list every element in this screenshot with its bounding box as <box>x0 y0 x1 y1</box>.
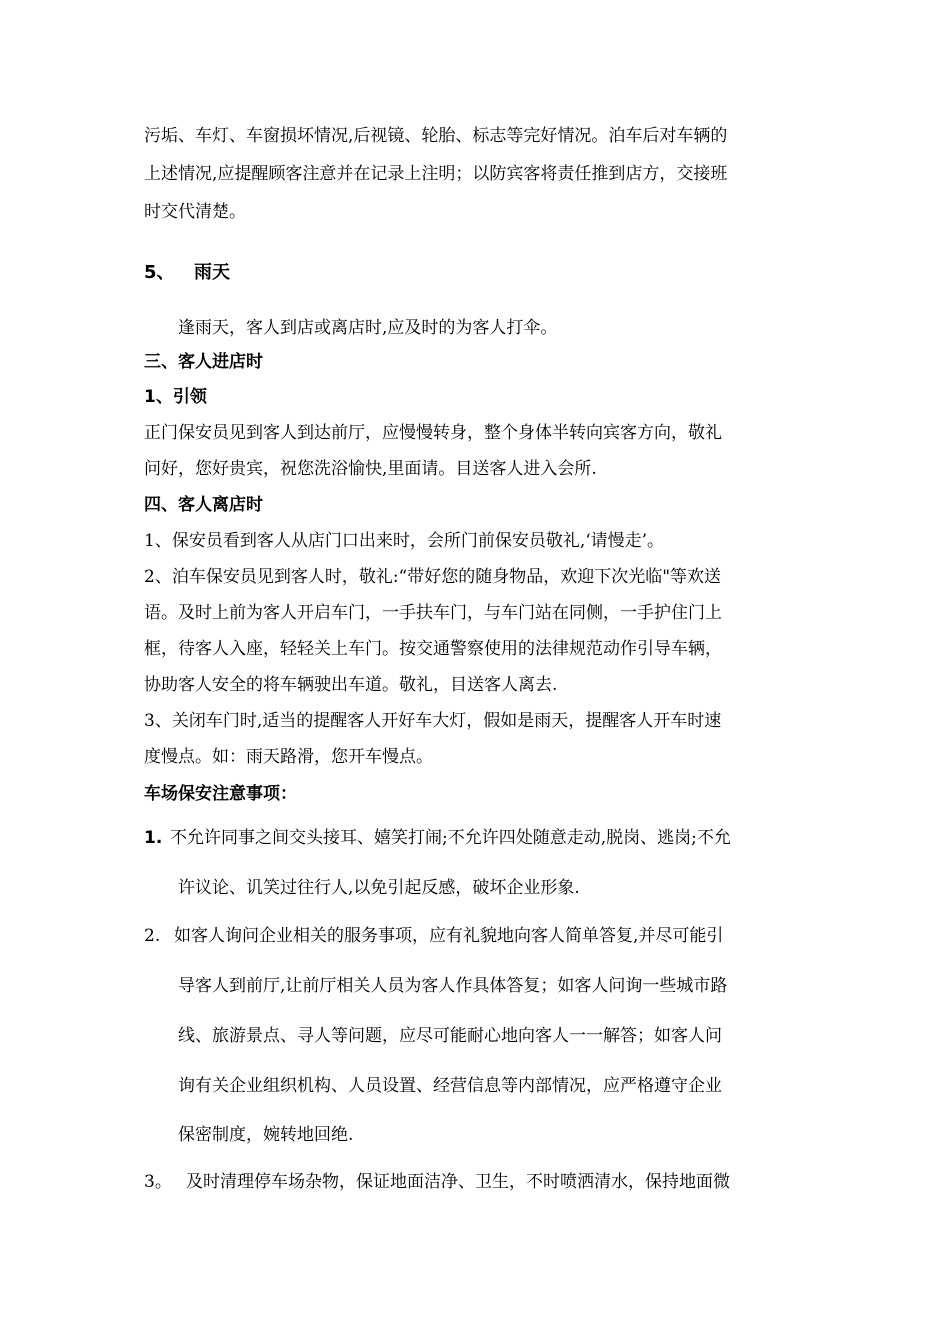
notes-item-1-line-2: 许议论、讥笑过往行人,以免引起反感，破坏企业形象. <box>178 878 580 898</box>
notes-item-2-line-4: 询有关企业组织机构、人员设置、经营信息等内部情况，应严格遵守企业 <box>178 1076 722 1096</box>
section-4-line-2: 2、泊车保安员见到客人时，敬礼:“带好您的随身物品，欢迎下次光临"等欢送 <box>144 567 722 587</box>
section-4-line-6: 3、关闭车门时,适当的提醒客人开好车大灯，假如是雨天，提醒客人开车时速 <box>144 711 722 731</box>
section-5-title: 雨天 <box>194 262 230 283</box>
section-4-line-4: 框，待客人入座，轻轻关上车门。按交通警察使用的法律规范动作引导车辆， <box>144 639 722 659</box>
section-4-line-1: 1、保安员看到客人从店门口出来时，会所门前保安员敬礼,‘请慢走’。 <box>144 531 665 551</box>
intro-line-1: 污垢、车灯、车窗损坏情况,后视镜、轮胎、标志等完好情况。泊车后对车辆的 <box>144 126 728 146</box>
section-3-title: 三、客人进店时 <box>144 352 263 372</box>
notes-item-2-line-3: 线、旅游景点、寻人等问题，应尽可能耐心地向客人一一解答；如客人问 <box>178 1026 722 1046</box>
notes-item-1-number: 1. <box>144 828 163 848</box>
section-3-line-2: 问好，您好贵宾，祝您洗浴愉快,里面请。目送客人进入会所. <box>144 459 597 479</box>
intro-line-2: 上述情况,应提醒顾客注意并在记录上注明；以防宾客将责任推到店方，交接班 <box>144 164 728 184</box>
notes-title: 车场保安注意事项： <box>144 784 297 804</box>
notes-item-2-line-5: 保密制度，婉转地回绝. <box>178 1125 354 1145</box>
notes-item-2-line-1: 如客人询问企业相关的服务事项，应有礼貌地向客人简单答复,并尽可能引 <box>174 926 724 946</box>
section-5-number: 5、 <box>144 262 175 283</box>
section-4-line-5: 协助客人安全的将车辆驶出车道。敬礼，目送客人离去. <box>144 675 558 695</box>
notes-item-3-number: 3。 <box>144 1172 172 1192</box>
section-4-title: 四、客人离店时 <box>144 495 263 515</box>
notes-item-2-line-2: 导客人到前厅,让前厅相关人员为客人作具体答复；如客人问询一些城市路 <box>178 976 728 996</box>
section-5-heading <box>144 260 230 286</box>
section-5-text: 逢雨天，客人到店或离店时,应及时的为客人打伞。 <box>178 318 558 338</box>
section-3-sub1-title: 1、引领 <box>144 387 207 407</box>
section-4-line-3: 语。及时上前为客人开启车门，一手扶车门，与车门站在同侧，一手护住门上 <box>144 603 722 623</box>
notes-item-1-line-1: 不允许同事之间交头接耳、嬉笑打闹;不允许四处随意走动,脱岗、逃岗;不允 <box>170 828 731 848</box>
notes-item-2-number: 2. <box>144 926 161 946</box>
intro-line-3: 时交代清楚。 <box>144 202 246 222</box>
notes-item-3-line-1: 及时清理停车场杂物，保证地面洁净、卫生，不时喷洒清水，保持地面微 <box>186 1172 730 1192</box>
section-3-line-1: 正门保安员见到客人到达前厅，应慢慢转身，整个身体半转向宾客方向，敬礼 <box>144 423 722 443</box>
section-4-line-7: 度慢点。如：雨天路滑，您开车慢点。 <box>144 747 433 767</box>
